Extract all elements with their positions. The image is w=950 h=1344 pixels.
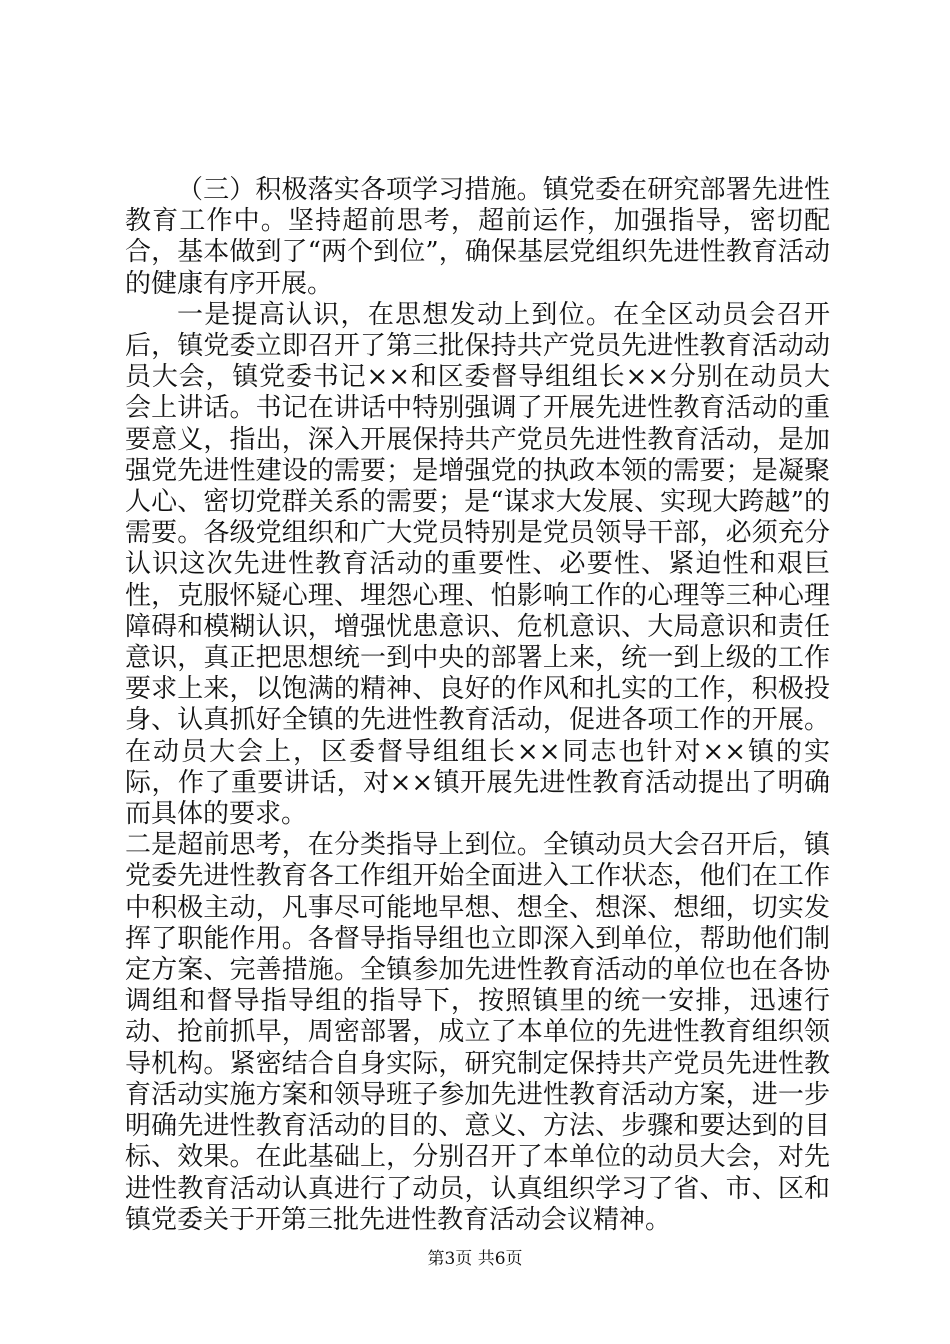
paragraph-guidance: 二是超前思考，在分类指导上到位。全镇动员大会召开后，镇党委先进性教育各工作组开始全面进入工作状态，他们在工作中积极主动，凡事尽可能地早想、想全、想深、想细，切实发挥了职能作用。各督导指导组也立即深入到单位，帮助他们制定方案、完善措施。全镇参加先进性教育活动的单位也在各协调组和督导指导组的指导下，按照镇里的统一安排，迅速行动、抢前抓早，周密部署，成立了本单位的先进性教育组织领导机构。紧密结合自身实际，研究制定保持共产党员先进性教育活动实施方案和领导班子参加先进性教育活动方案，进一步明确先进性教育活动的目的、意义、方法、步骤和要达到的目标、效果。在此基础上，分别召开了本单位的动员大会，对先进性教育活动认真进行了动员，认真组织学习了省、市、区和镇党委关于开第三批先进性教育活动会议精神。: [125, 830, 830, 1235]
document-body: [125, 175, 830, 1236]
paragraph-measures: （三）积极落实各项学习措施。镇党委在研究部署先进性教育工作中。坚持超前思考，超前运作，加强指导，密切配合，基本做到了“两个到位”，确保基层党组织先进性教育活动的健康有序开展。: [125, 175, 830, 299]
paragraph-awareness: 一是提高认识，在思想发动上到位。在全区动员会召开后，镇党委立即召开了第三批保持共产党员先进性教育活动动员大会，镇党委书记××和区委督导组组长××分别在动员大会上讲话。书记在讲话中特别强调了开展先进性教育活动的重要意义，指出，深入开展保持共产党员先进性教育活动，是加强党先进性建设的需要；是增强党的执政本领的需要；是凝聚人心、密切党群关系的需要；是“谋求大发展、实现大跨越”的需要。各级党组织和广大党员特别是党员领导干部，必须充分认识这次先进性教育活动的重要性、必要性、紧迫性和艰巨性，克服怀疑心理、埋怨心理、怕影响工作的心理等三种心理障碍和模糊认识，增强忧患意识、危机意识、大局意识和责任意识，真正把思想统一到中央的部署上来，统一到上级的工作要求上来，以饱满的精神、良好的作风和扎实的工作，积极投身、认真抓好全镇的先进性教育活动，促进各项工作的开展。在动员大会上，区委督导组组长××同志也针对××镇的实际，作了重要讲话，对××镇开展先进性教育活动提出了明确而具体的要求。: [125, 299, 830, 830]
page-footer: 第3页 共6页: [427, 1249, 523, 1269]
